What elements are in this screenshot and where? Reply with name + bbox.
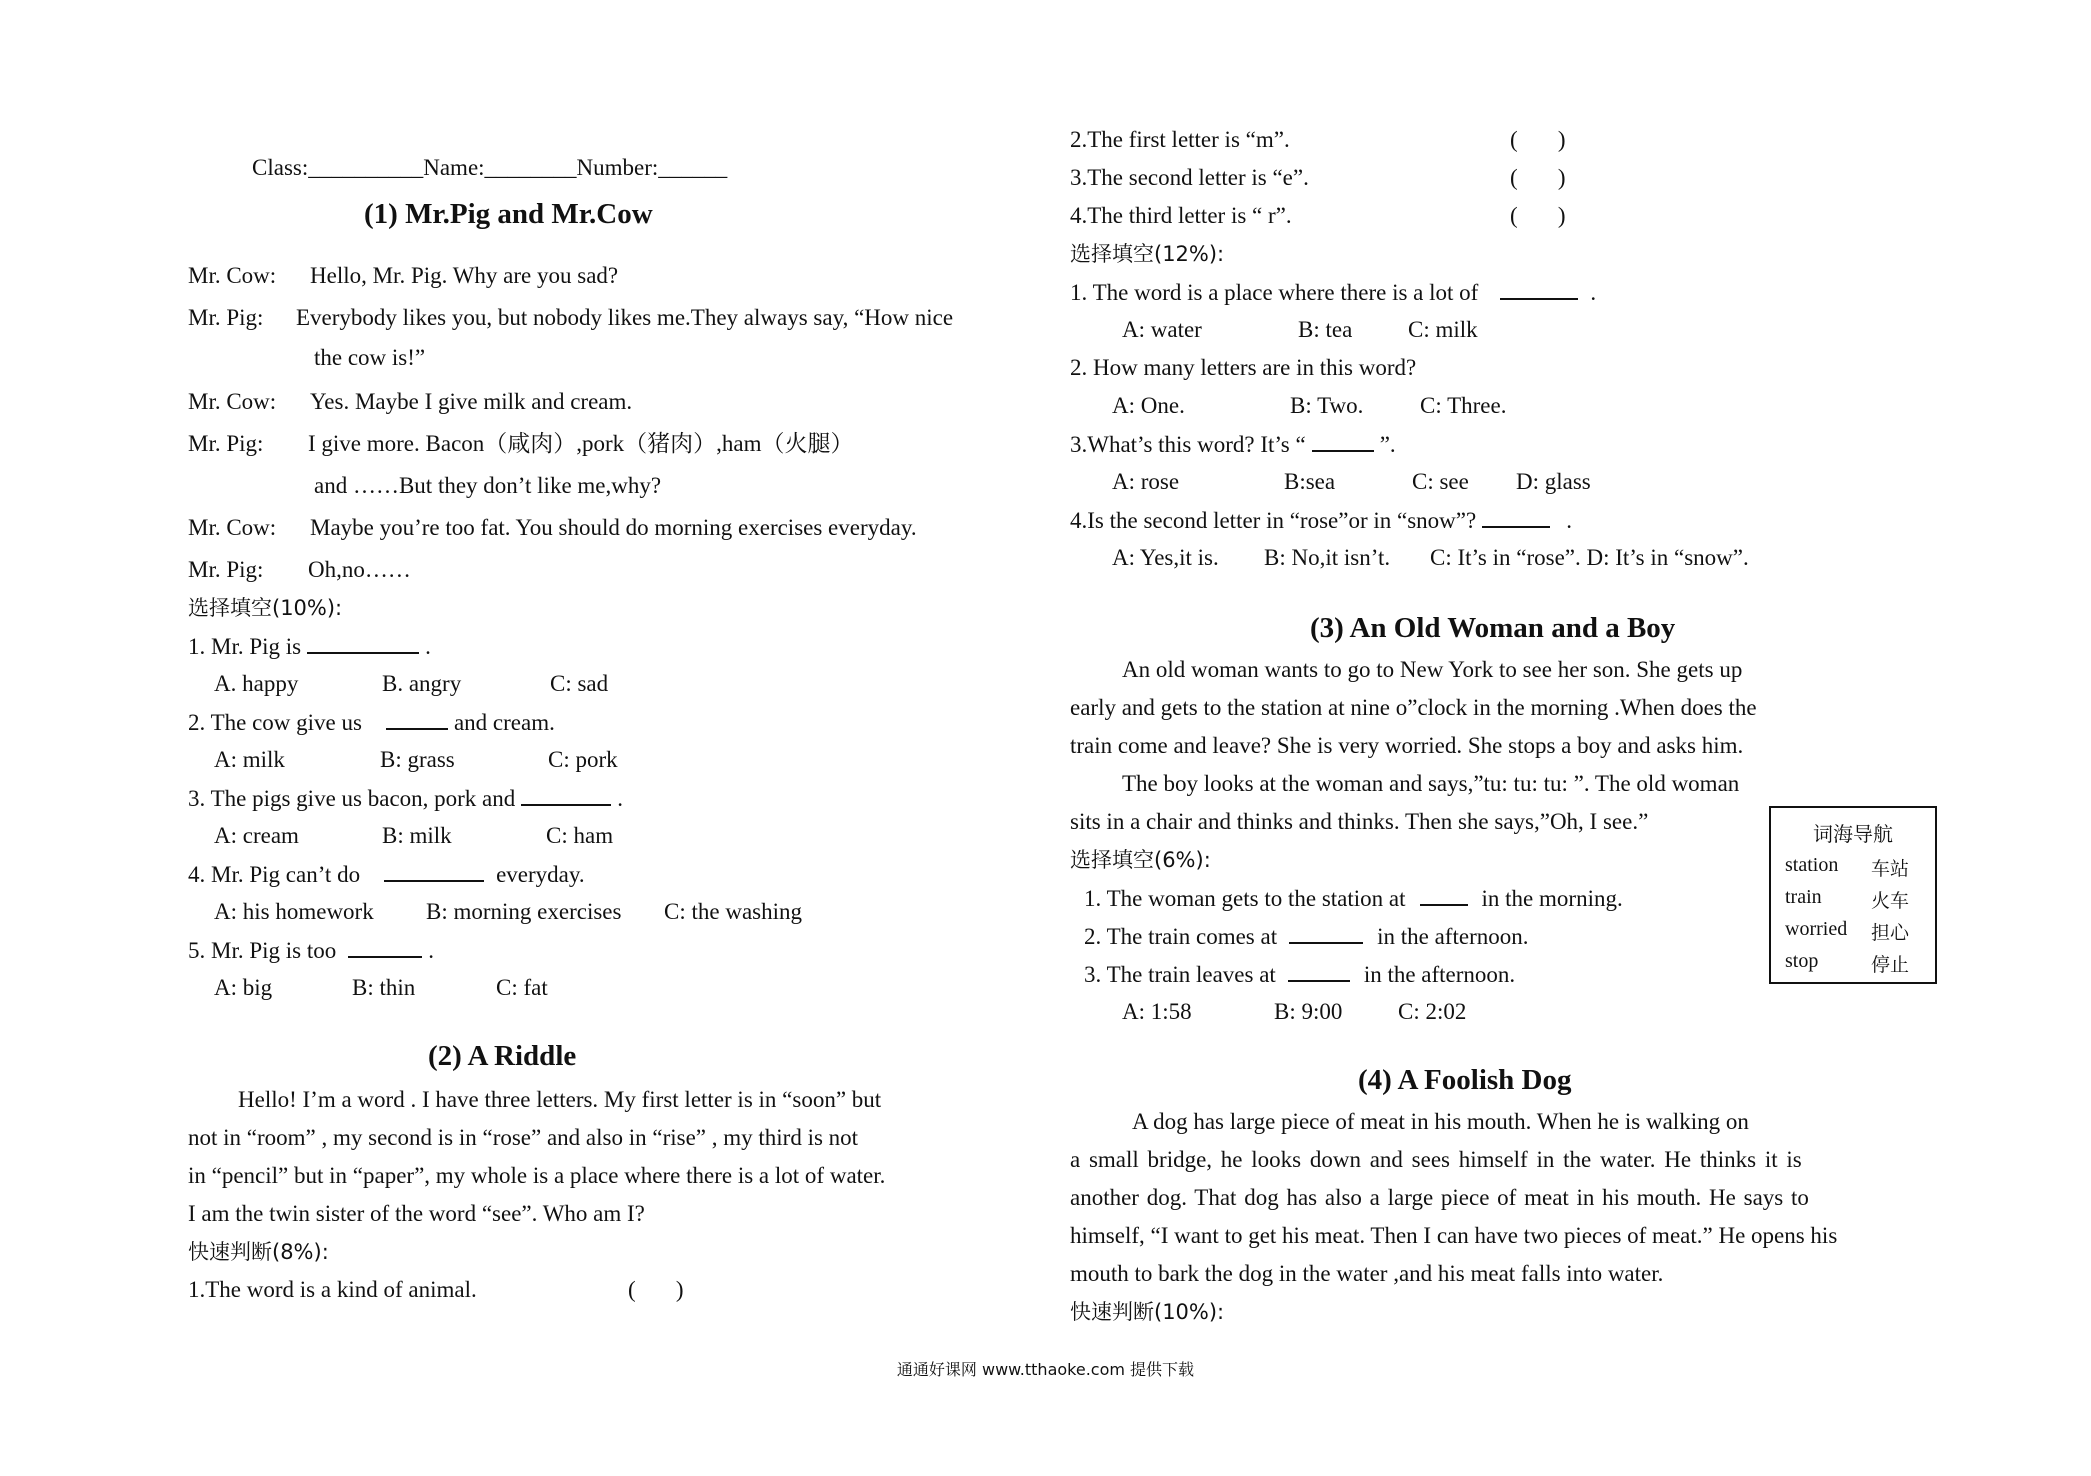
vocab-meaning: 车站 bbox=[1871, 858, 1910, 880]
answer-blank[interactable] bbox=[1482, 506, 1550, 528]
passage-line: An old woman wants to go to New York to see her son. She gets up bbox=[1122, 657, 1743, 682]
option: A: big bbox=[214, 975, 273, 1000]
option: C: Three. bbox=[1420, 393, 1507, 418]
dialogue-text: Oh,no…… bbox=[308, 557, 411, 582]
passage-line: early and gets to the station at nine o”clock in the morning .When does the bbox=[1070, 695, 1757, 720]
section4-title: (4) A Foolish Dog bbox=[1358, 1064, 1572, 1096]
option: A: Yes,it is. bbox=[1112, 545, 1219, 570]
option: A. happy bbox=[214, 671, 299, 696]
question: 1. Mr. Pig is . bbox=[188, 634, 431, 659]
vocab-word: worried bbox=[1785, 918, 1848, 940]
question: 1. The woman gets to the station at in the morning. bbox=[1084, 886, 1623, 911]
dialogue-text: Maybe you’re too fat. You should do morning exercises everyday. bbox=[310, 515, 917, 540]
option: B: 9:00 bbox=[1274, 999, 1343, 1024]
answer-blank[interactable] bbox=[1312, 430, 1374, 452]
passage-line: not in “room” , my second is in “rose” and also in “rise” , my third is not bbox=[188, 1125, 859, 1150]
vocab-meaning: 担心 bbox=[1871, 922, 1910, 944]
answer-blank[interactable] bbox=[1289, 922, 1363, 944]
passage-line: train come and leave? She is very worried. She stops a boy and asks him. bbox=[1070, 733, 1744, 758]
option: C: 2:02 bbox=[1398, 999, 1467, 1024]
section3-instruction: 选择填空(6%): bbox=[1070, 848, 1211, 872]
question: 3. The train leaves at in the afternoon. bbox=[1084, 962, 1516, 987]
speaker: Mr. Pig: bbox=[188, 305, 264, 330]
section2-title: (2) A Riddle bbox=[428, 1040, 577, 1072]
answer-parentheses[interactable]: ( ) bbox=[1510, 127, 1566, 152]
option: C: ham bbox=[546, 823, 614, 848]
option: A: milk bbox=[214, 747, 285, 772]
question: 4.Is the second letter in “rose”or in “snow”? . bbox=[1070, 508, 1572, 533]
dialogue-text: Everybody likes you, but nobody likes me.They always say, “How nice bbox=[296, 305, 954, 330]
answer-blank[interactable] bbox=[1288, 960, 1350, 982]
section3-title: (3) An Old Woman and a Boy bbox=[1310, 612, 1676, 644]
question: 3. The pigs give us bacon, pork and . bbox=[188, 786, 624, 811]
tf-item: 3.The second letter is “e”. bbox=[1070, 165, 1309, 190]
answer-blank[interactable] bbox=[384, 860, 484, 882]
question: 5. Mr. Pig is too . bbox=[188, 938, 435, 963]
speaker: Mr. Cow: bbox=[188, 515, 277, 540]
option: A: 1:58 bbox=[1122, 999, 1192, 1024]
option: C: sad bbox=[550, 671, 609, 696]
vocabulary-box bbox=[1769, 806, 1937, 984]
section1-title: (1) Mr.Pig and Mr.Cow bbox=[364, 198, 653, 230]
option: C: It’s in “rose”. D: It’s in “snow”. bbox=[1430, 545, 1749, 570]
option: B: grass bbox=[380, 747, 455, 772]
section2-tf-instruction: 快速判断(8%): bbox=[188, 1240, 329, 1264]
answer-blank[interactable] bbox=[1500, 278, 1578, 300]
option: D: glass bbox=[1516, 469, 1591, 494]
option: C: pork bbox=[548, 747, 618, 772]
tf-item: 1.The word is a kind of animal. bbox=[188, 1277, 477, 1302]
option: B: milk bbox=[382, 823, 452, 848]
option: A: his homework bbox=[214, 899, 374, 924]
option: B: Two. bbox=[1290, 393, 1364, 418]
option: C: milk bbox=[1408, 317, 1478, 342]
dialogue-text: the cow is!” bbox=[314, 345, 426, 370]
speaker: Mr. Cow: bbox=[188, 263, 277, 288]
vocab-meaning: 火车 bbox=[1871, 890, 1910, 912]
option: B:sea bbox=[1284, 469, 1336, 494]
answer-parentheses[interactable]: ( ) bbox=[628, 1277, 684, 1302]
option: B: morning exercises bbox=[426, 899, 622, 924]
section2-mc-instruction: 选择填空(12%): bbox=[1070, 242, 1225, 266]
option: A: One. bbox=[1112, 393, 1185, 418]
answer-parentheses[interactable]: ( ) bbox=[1510, 203, 1566, 228]
speaker: Mr. Cow: bbox=[188, 389, 277, 414]
option: B: thin bbox=[352, 975, 416, 1000]
passage-line: Hello! I’m a word . I have three letters. My first letter is in “soon” but bbox=[238, 1087, 882, 1112]
dialogue-text: and ……But they don’t like me,why? bbox=[314, 473, 662, 498]
option: A: cream bbox=[214, 823, 299, 848]
passage-line: a small bridge, he looks down and sees himself in the water. He thinks it is bbox=[1070, 1147, 1802, 1172]
vocab-word: station bbox=[1785, 854, 1839, 876]
vocab-word: train bbox=[1785, 886, 1822, 908]
passage-line: himself, “I want to get his meat. Then I can have two pieces of meat.” He opens his bbox=[1070, 1223, 1838, 1248]
answer-blank[interactable] bbox=[1420, 884, 1468, 906]
tf-item: 2.The first letter is “m”. bbox=[1070, 127, 1290, 152]
passage-line: A dog has large piece of meat in his mouth. When he is walking on bbox=[1132, 1109, 1749, 1134]
vocab-word: stop bbox=[1785, 950, 1819, 972]
question: 2. The cow give us and cream. bbox=[188, 710, 555, 735]
vocab-meaning: 停止 bbox=[1871, 954, 1910, 976]
answer-parentheses[interactable]: ( ) bbox=[1510, 165, 1566, 190]
passage-line: The boy looks at the woman and says,”tu: tu: tu: ”. The old woman bbox=[1122, 771, 1740, 796]
passage-line: I am the twin sister of the word “see”. Who am I? bbox=[188, 1201, 645, 1226]
answer-blank[interactable] bbox=[386, 708, 448, 730]
answer-blank[interactable] bbox=[348, 936, 422, 958]
speaker: Mr. Pig: bbox=[188, 557, 264, 582]
question: 1. The word is a place where there is a lot of . bbox=[1070, 280, 1597, 305]
option: B. angry bbox=[382, 671, 462, 696]
dialogue-text: I give more. Bacon（咸肉）,pork（猪肉）,ham（火腿） bbox=[308, 431, 854, 456]
vocabulary-title: 词海导航 bbox=[1813, 822, 1893, 846]
question: 2. The train comes at in the afternoon. bbox=[1084, 924, 1529, 949]
passage-line: sits in a chair and thinks and thinks. Then she says,”Oh, I see.” bbox=[1070, 809, 1649, 834]
dialogue-text: Hello, Mr. Pig. Why are you sad? bbox=[310, 263, 619, 288]
section4-instruction: 快速判断(10%): bbox=[1070, 1300, 1225, 1324]
option: C: see bbox=[1412, 469, 1469, 494]
question: 2. How many letters are in this word? bbox=[1070, 355, 1417, 380]
option: A: water bbox=[1122, 317, 1202, 342]
question: 4. Mr. Pig can’t do everyday. bbox=[188, 862, 585, 887]
option: C: fat bbox=[496, 975, 548, 1000]
dialogue-text: Yes. Maybe I give milk and cream. bbox=[310, 389, 633, 414]
footer-credit: 通通好课网 www.tthaoke.com 提供下载 bbox=[896, 1360, 1195, 1379]
class-name-number-line: Class:__________Name:________Number:______ bbox=[252, 155, 728, 180]
answer-blank[interactable] bbox=[307, 632, 419, 654]
passage-line: another dog. That dog has also a large piece of meat in his mouth. He says to bbox=[1070, 1185, 1809, 1210]
speaker: Mr. Pig: bbox=[188, 431, 264, 456]
option: C: the washing bbox=[664, 899, 802, 924]
passage-line: mouth to bark the dog in the water ,and his meat falls into water. bbox=[1070, 1261, 1664, 1286]
passage-line: in “pencil” but in “paper”, my whole is a place where there is a lot of water. bbox=[188, 1163, 886, 1188]
section1-instruction: 选择填空(10%): bbox=[188, 596, 343, 620]
answer-blank[interactable] bbox=[521, 784, 611, 806]
question: 3.What’s this word? It’s “ ”. bbox=[1070, 432, 1396, 457]
option: B: tea bbox=[1298, 317, 1353, 342]
tf-item: 4.The third letter is “ r”. bbox=[1070, 203, 1292, 228]
option: B: No,it isn’t. bbox=[1264, 545, 1391, 570]
option: A: rose bbox=[1112, 469, 1180, 494]
